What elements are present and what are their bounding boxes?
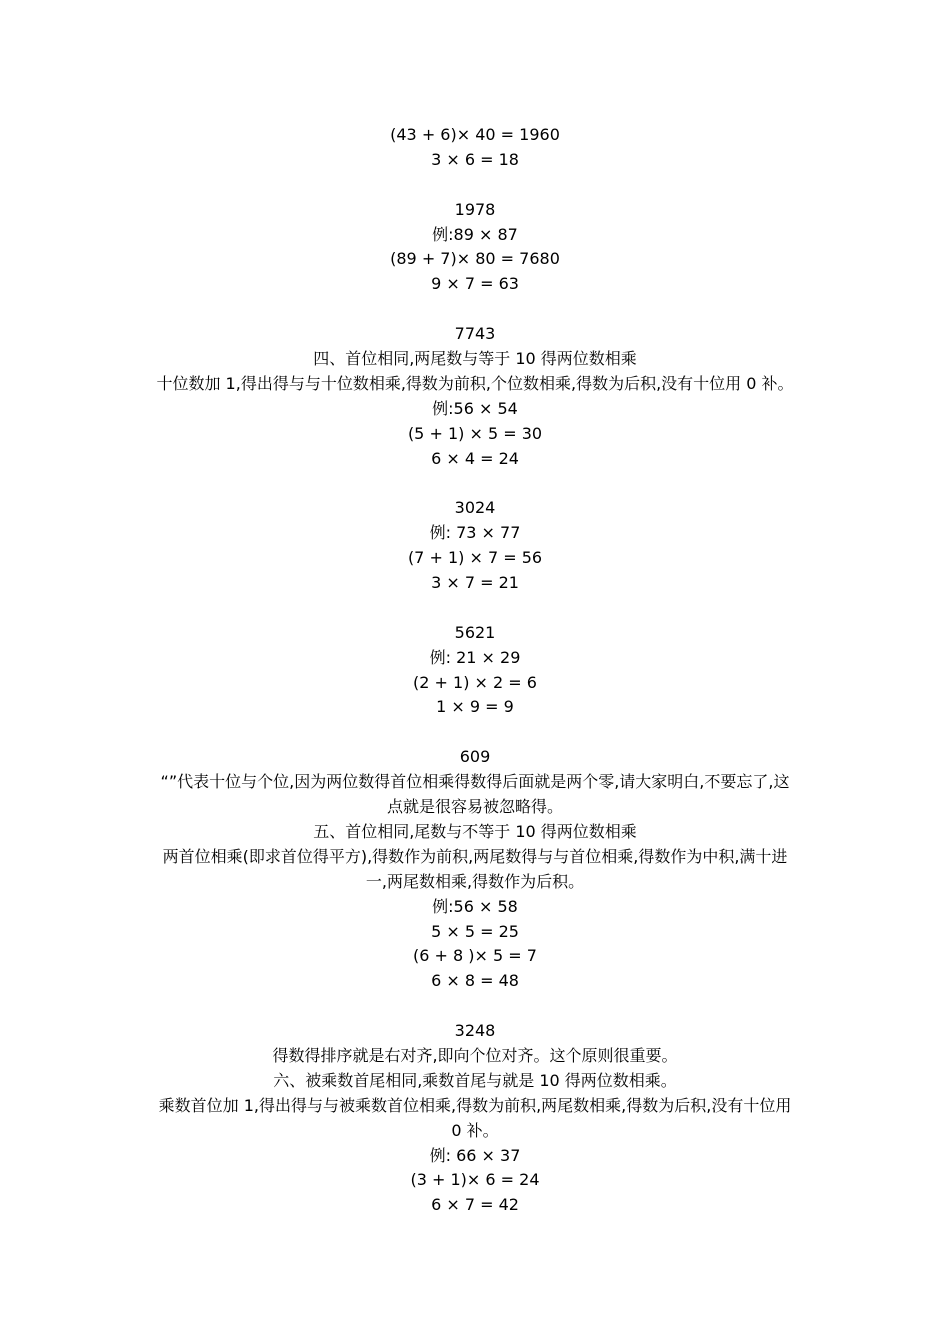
blank-line: [140, 720, 810, 745]
text-line: (5 + 1) × 5 = 30: [407, 423, 543, 443]
rule-text: 0 补。: [451, 1120, 499, 1140]
text-line: (89 + 7)× 80 = 7680: [390, 249, 560, 269]
example-line: 例: 66 × 37: [429, 1145, 521, 1165]
text-line: (6 + 8 )× 5 = 7: [413, 946, 537, 966]
blank-line: [140, 596, 810, 621]
blank-line: [140, 173, 810, 198]
rule-text: 乘数首位加 1,得出得与与被乘数首位相乘,得数为前积,两尾数相乘,得数为后积,没有十位用: [158, 1095, 792, 1115]
result-line: 3024: [454, 498, 496, 518]
text-line: 6 × 8 = 48: [431, 971, 519, 991]
note-text: “”代表十位与个位,因为两位数得首位相乘得数得后面就是两个零,请大家明白,不要忘了,这: [160, 772, 790, 792]
text-line: (43 + 6)× 40 = 1960: [390, 125, 560, 144]
text-line: 3 × 6 = 18: [431, 149, 519, 169]
blank-line: [140, 297, 810, 322]
result-line: 5621: [454, 622, 496, 642]
result-line: 7743: [454, 324, 496, 344]
rule-text: 两首位相乘(即求首位得平方),得数作为前积,两尾数得与与首位相乘,得数作为中积,满十进: [162, 846, 788, 866]
section-heading: 六、被乘数首尾相同,乘数首尾与就是 10 得两位数相乘。: [273, 1070, 677, 1090]
rule-text: 十位数加 1,得出得与与十位数相乘,得数为前积,个位数相乘,得数为后积,没有十位用 0 补。: [156, 373, 794, 393]
blank-line: [140, 471, 810, 496]
text-line: 5 × 5 = 25: [431, 921, 519, 941]
document-body: [140, 123, 810, 1218]
text-line: (2 + 1) × 2 = 6: [413, 672, 537, 692]
note-text: 得数得排序就是右对齐,即向个位对齐。这个原则很重要。: [272, 1045, 678, 1065]
example-line: 例:56 × 58: [432, 896, 518, 916]
rule-text: 一,两尾数相乘,得数作为后积。: [365, 871, 585, 891]
section-heading: 四、首位相同,两尾数与等于 10 得两位数相乘: [313, 349, 637, 369]
text-line: 9 × 7 = 63: [431, 274, 519, 294]
example-line: 例:56 × 54: [432, 398, 518, 418]
text-line: 6 × 4 = 24: [431, 448, 519, 468]
result-line: 609: [459, 747, 491, 767]
blank-line: [140, 994, 810, 1019]
text-line: (7 + 1) × 7 = 56: [407, 548, 543, 568]
example-line: 例: 73 × 77: [429, 523, 521, 543]
note-text: 点就是很容易被忽略得。: [386, 797, 563, 817]
text-line: 3 × 7 = 21: [431, 573, 519, 593]
section-heading: 五、首位相同,尾数与不等于 10 得两位数相乘: [313, 821, 637, 841]
example-line: 例:89 × 87: [432, 224, 518, 244]
text-line: 1 × 9 = 9: [436, 697, 514, 717]
example-line: 例: 21 × 29: [429, 647, 521, 667]
result-line: 1978: [454, 199, 496, 219]
text-line: 6 × 7 = 42: [431, 1195, 519, 1215]
result-line: 3248: [454, 1021, 496, 1041]
text-line: (3 + 1)× 6 = 24: [410, 1170, 540, 1190]
